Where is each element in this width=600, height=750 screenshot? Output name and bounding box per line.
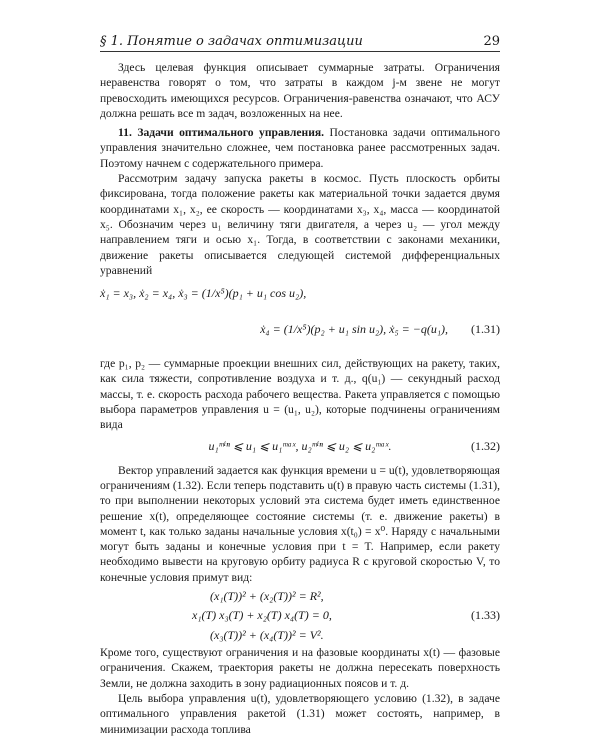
equation-1-33: [100, 589, 500, 645]
equation-number-1-31: (1.31): [471, 322, 500, 337]
header-title: § 1. Понятие о задачах оптимизации: [100, 34, 363, 49]
section-heading: 11. Задачи оптимального управления.: [118, 126, 325, 140]
paragraph-phase-constraints: Кроме того, существуют ограничения и на фазовые координаты x(t) — фазовые ограничения. Скажем, траектория ракеты не должна пересекать поверхность Земли, не должна заходить в зону радиационных поясов и т. д.: [100, 646, 500, 690]
eq-1-31-line2-text: ẋ₄ = (1/x⁵)(p₂ + u₁ sin u₂), ẋ₅ = −q(u₁),: [260, 322, 448, 337]
equation-1-31-line-1: [100, 286, 500, 322]
running-header: [100, 34, 500, 52]
page-number: 29: [483, 34, 500, 49]
eq-1-33-line3: (x₃(T))² + (x₄(T))² = V².: [210, 627, 324, 642]
paragraph-1: Здесь целевая функция описывает суммарные затраты. Ограничения неравенства говорят о том, что затраты в каждом j-м звене не могут превосходить имеющихся ресурсов. Ограничения-равенства означают, что АСУ должна решать все m задач, возложенных на нее.: [100, 61, 500, 120]
page-body: [100, 60, 500, 737]
equation-1-31-line-2: [100, 322, 500, 356]
equation-number-1-32: (1.32): [471, 438, 500, 453]
paragraph-rocket-problem: Рассмотрим задачу запуска ракеты в космос. Пусть плоскость орбиты фиксирована, тогда положение ракеты как материальной точки задается двумя координатами x₁, x₂, ее скорость — координатами x₃, x₄, масса — координатой x₅. Обозначим через u₁ величину тяги двигателя, а через u₂ — угол между направлением тяги и осью x₁. Тогда, в соответствии с законами механики, движение ракеты описывается следующей системой дифференциальных уравнений: [100, 172, 500, 277]
paragraph-control-vector: Вектор управлений задается как функция времени u = u(t), удовлетворяющая ограничениям (1.32). Если теперь подставить u(t) в правую часть системы (1.31), то при выполнении некоторых условий эта система будет иметь единственное решение x(t), определяющее состояние системы (т. е. движение ракеты) в момент t, как только заданы начальные условия x(t₀) = x⁰. Наряду с начальными могут быть заданы и конечные условия при t = T. Например, если ракету необходимо вывести на круговую орбиту радиуса R с круговой скоростью V, то конечные условия примут вид:: [100, 463, 500, 584]
eq-1-31-line1-text: ẋ₁ = x₃, ẋ₂ = x₄, ẋ₃ = (1/x⁵)(p₁ + u₁ cos u₂),: [100, 286, 307, 301]
equation-1-32: [100, 439, 500, 457]
equation-number-1-33: (1.33): [471, 608, 500, 623]
eq-1-33-line2: x₁(T) x₃(T) + x₂(T) x₄(T) = 0,: [192, 608, 332, 623]
paragraph-forces: где p₁, p₂ — суммарные проекции внешних сил, действующих на ракету, таких, как сила тяжести, сопротивление воздуха и т. д., q(u₁) — секундный расход массы, т. е. скорость расхода рабочего вещества. Ракета управляется с помощью выбора параметров управления u = (u₁, u₂), которые подчинены ограничениям вида: [100, 357, 500, 432]
paragraph-section-11: [100, 125, 500, 171]
section-intro-text: Постановка задачи оптимального управления значительно сложнее, чем постановка ранее рассмотренных задач. Поэтому начнем с содержательного примера.: [100, 126, 500, 170]
eq-1-33-line1: (x₁(T))² + (x₂(T))² = R²,: [210, 589, 324, 604]
paragraph-goal: Цель выбора управления u(t), удовлетворяющего условию (1.32), в задаче оптимального управления ракетой (1.31) может состоять, например, в минимизации расхода топлива: [100, 691, 500, 736]
eq-1-32-text: u₁ᵐⁱⁿ ⩽ u₁ ⩽ u₁ᵐᵃˣ, u₂ᵐⁱⁿ ⩽ u₂ ⩽ u₂ᵐᵃˣ.: [208, 438, 392, 453]
